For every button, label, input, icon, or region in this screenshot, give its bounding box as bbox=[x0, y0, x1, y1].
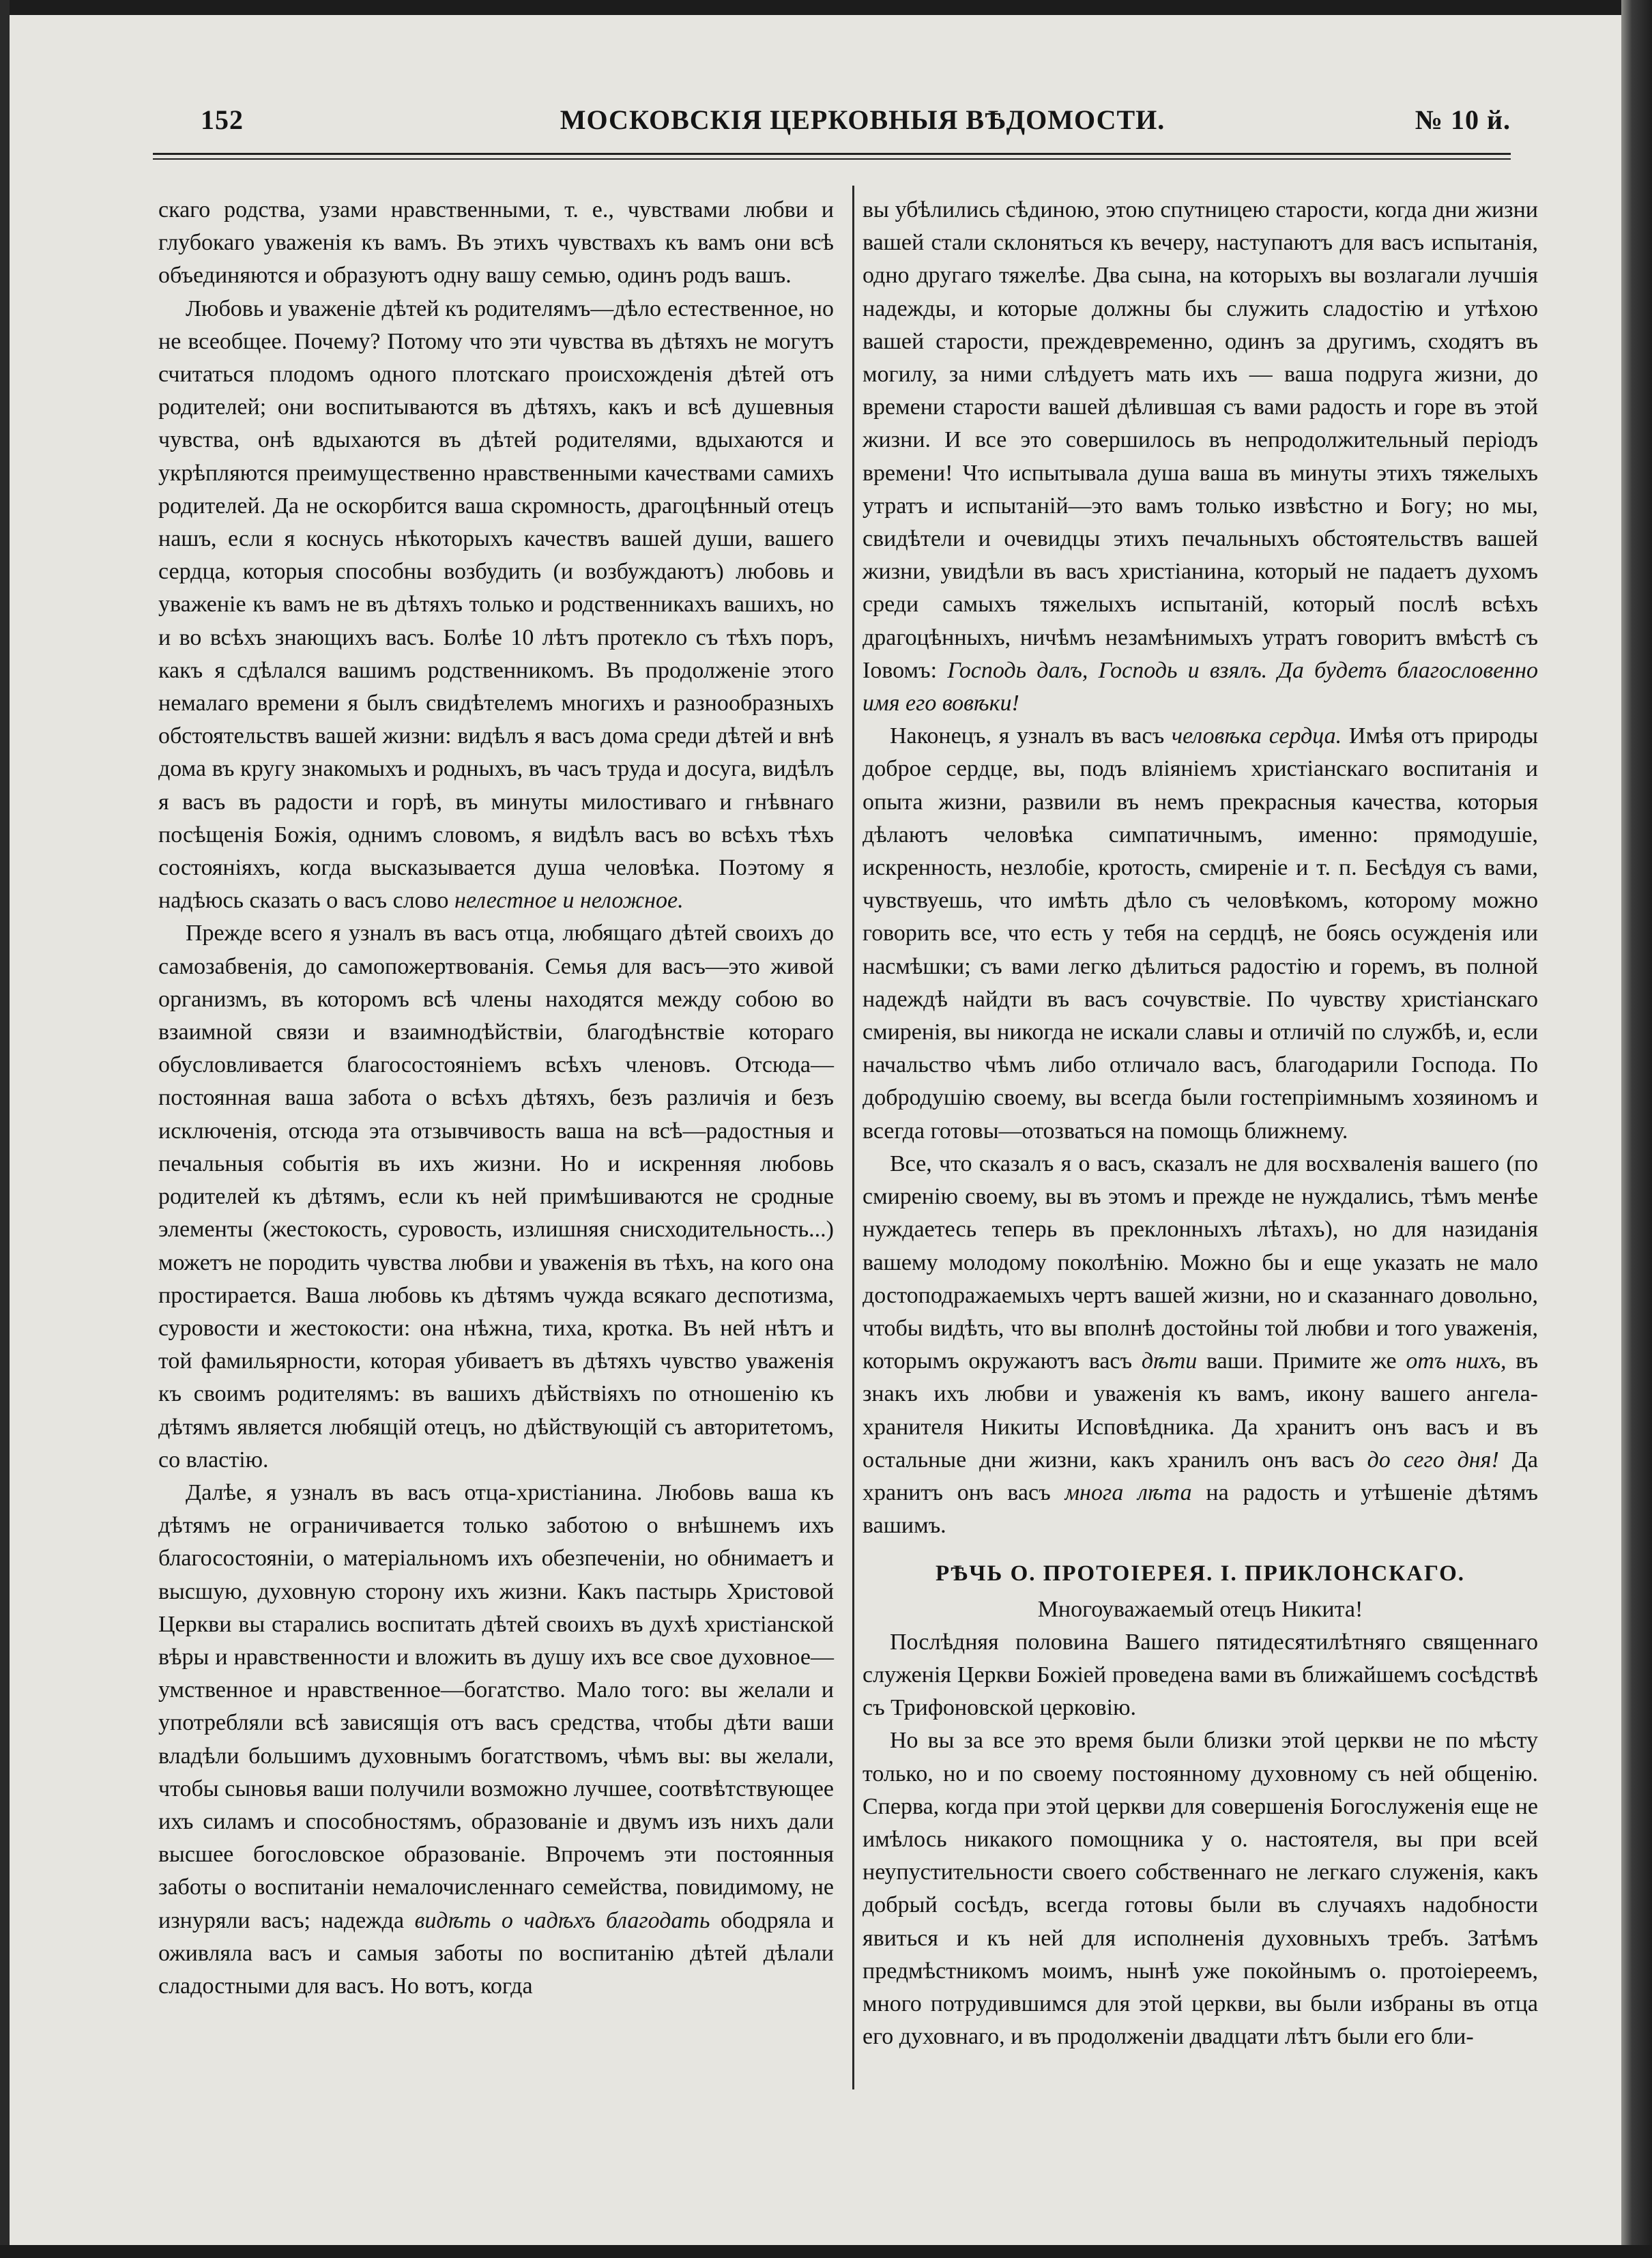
paragraph: Но вы за все это время были близки этой церкви не по мѣсту только, но и по своему постоянному духовному съ ней общенію. Сперва, когда при этой церкви для совершенія Богослуженія еще не имѣлось никакого помощника у о. настоятеля, вы при всей неупустительности своего собственнаго не легкаго служенія, какъ добрый сосѣдъ, всегда готовы были въ случаяхъ надобности явиться и къ ней для исполненія духовныхъ требъ. Затѣмъ предмѣстникомъ моимъ, нынѣ уже покойнымъ о. протоіереемъ, много потрудившимся для этой церкви, вы были избраны въ отца его духовнаго, и въ продолженіи двадцати лѣтъ были его бли- bbox=[863, 1728, 1538, 2050]
publication-title: МОСКОВСКІЯ ЦЕРКОВНЫЯ ВѢДОМОСТИ. bbox=[560, 104, 1165, 135]
paragraph: Наконецъ, я узналъ въ васъ человѣка сердца. Имѣя отъ природы доброе сердце, вы, подъ вліяніемъ христіанскаго воспитанія и опыта жизни, развили въ немъ прекрасныя качества, которыя дѣлаютъ человѣка симпатичнымъ, именно: прямодушіе, искренность, незлобіе, кротость, смиреніе и т. п. Бесѣдуя съ вами, чувствуешь, что имѣть дѣло съ человѣкомъ, которому можно говорить все, что есть у тебя на сердцѣ, не боясь осужденія или насмѣшки; съ вами легко дѣлиться радостію и горемъ, въ полной надеждѣ найдти въ васъ сочувствіе. По чувству христіанскаго смиренія, вы никогда не искали славы и отличій по службѣ, и, если начальство чѣмъ либо отличало васъ, благодарили Господа. По добродушію своему, вы всегда были гостепріимнымъ хозяиномъ и всегда готовы—отозваться на помощь ближнему. bbox=[863, 723, 1539, 1144]
scan-border-top bbox=[0, 0, 1652, 15]
header-rule-thick bbox=[153, 153, 1511, 155]
newspaper-page bbox=[10, 15, 1621, 2245]
column-divider bbox=[852, 186, 854, 2089]
right-column bbox=[863, 194, 1538, 2053]
paragraph: вы убѣлились сѣдиною, этою спутницею старости, когда дни жизни вашей стали склоняться къ вечеру, наступаютъ для васъ испытанія, одно другаго тяжелѣе. Два сына, на которыхъ вы возлагали лучшія надежды, и которые должны бы служить сладостію и утѣхою вашей старости, преждевременно, одинъ за другимъ, сходятъ въ могилу, за ними слѣдуетъ мать ихъ — ваша подруга жизни, до времени старости вашей дѣлившая съ вами радость и горе въ этой жизни. И все это совершилось въ непродолжительный періодъ времени! Что испытывала душа ваша въ минуты этихъ тяжелыхъ утратъ и испытаній—это вамъ только извѣстно и Богу; но мы, свидѣтели и очевидцы этихъ печальныхъ обстоятельствъ вашей жизни, увидѣли въ васъ христіанина, который не падаетъ духомъ среди самыхъ тяжелыхъ испытаній, который послѣ всѣхъ драгоцѣнныхъ, ничѣмъ незамѣнимыхъ утратъ говоритъ вмѣстѣ съ Іовомъ: Господь далъ, Господь и взялъ. Да будетъ благословенно имя его вовѣки! bbox=[863, 197, 1538, 717]
speech-heading: РѢЧЬ О. ПРОТОІЕРЕЯ. І. ПРИКЛОНСКАГО. bbox=[935, 1561, 1466, 1587]
speech-address: Многоуважаемый отецъ Никита! bbox=[1037, 1596, 1363, 1622]
issue-number: № 10 й. bbox=[1415, 104, 1511, 135]
scan-border-right bbox=[1621, 0, 1652, 2258]
emphasis-text: отъ нихъ, bbox=[1406, 1348, 1507, 1374]
paragraph: Любовь и уваженіе дѣтей къ родителямъ—дѣло естественное, но не всеобщее. Почему? Потому что эти чувства въ дѣтяхъ не могутъ считаться плодомъ одного плотскаго происхожденія дѣтей отъ родителей; они воспитываются въ дѣтяхъ, какъ и всѣ душевныя чувства, онѣ вдыхаются въ дѣтей родителями, вдыхаются и укрѣпляются преимущественно нравственными качествами самихъ родителей. Да не оскорбится ваша скромность, драгоцѣнный отецъ нашъ, если я коснусь нѣкоторыхъ качествъ вашей души, вашего сердца, которыя способны возбудить (и возбуждаютъ) любовь и уваженіе къ вамъ не въ дѣтяхъ только и родственникахъ вашихъ, но и во всѣхъ знающихъ васъ. Болѣе 10 лѣтъ протекло съ тѣхъ поръ, какъ я сдѣлался вашимъ родственникомъ. Въ продолженіе этого немалаго времени я былъ свидѣтелемъ многихъ и разнообразныхъ обстоятельствъ вашей жизни: видѣлъ я васъ дома среди дѣтей и внѣ дома въ кругу знакомыхъ и родныхъ, въ часъ труда и досуга, видѣлъ я васъ въ радости и горѣ, въ минуты милостиваго и гнѣвнаго посѣщенія Божія, однимъ словомъ, я видѣлъ васъ во всѣхъ тѣхъ состояніяхъ, когда высказывается душа человѣка. Поэтому я надѣюсь сказать о васъ слово нелестное и неложное. bbox=[158, 295, 834, 914]
paragraph: Далѣе, я узналъ въ васъ отца-христіанина. Любовь ваша къ дѣтямъ не ограничивается только заботою о внѣшнемъ ихъ благосостояніи, о матеріальномъ ихъ обезпеченіи, но обнимаетъ и высшую, духовную сторону ихъ жизни. Какъ пастырь Христовой Церкви вы старались воспитать дѣтей своихъ въ духѣ христіанской вѣры и нравственности и вложить въ душу ихъ все свое духовное—умственное и нравственное—богатство. Мало того: вы желали и употребляли всѣ зависящія отъ васъ средства, чтобы дѣти ваши владѣли большимъ духовнымъ богатствомъ, чѣмъ вы: вы желали, чтобы сыновья ваши получили возможно лучшее, соотвѣтствующее ихъ силамъ и способностямъ, образованіе и двумъ изъ нихъ дали высшее богословское образованіе. Впрочемъ эти постоянныя заботы о воспитаніи немалочисленнаго семейства, повидимому, не изнуряли васъ; надежда видѣть о чадѣхъ благодать ободряла и оживляла васъ и самыя заботы по воспитанію дѣтей дѣлали сладостными для васъ. Но вотъ, когда bbox=[158, 1479, 835, 1999]
page-number: 152 bbox=[201, 104, 244, 135]
scripture-quote: Господь далъ, Господь и взялъ. Да будетъ благословенно имя его вовѣки! bbox=[863, 657, 1538, 717]
page-header bbox=[201, 104, 1524, 145]
emphasis-text: до сего дня! bbox=[1367, 1447, 1499, 1473]
emphasis-text: многа лѣта bbox=[1064, 1479, 1192, 1505]
header-rule-thin bbox=[153, 158, 1511, 160]
emphasis-text: человѣка сердца. bbox=[1171, 723, 1342, 749]
scan-border-left bbox=[0, 0, 10, 2258]
paragraph: Послѣдняя половина Вашего пятидесятилѣтняго священнаго служенія Церкви Божіей проведена вами въ ближайшемъ сосѣдствѣ съ Трифоновской церковію. bbox=[863, 1629, 1538, 1721]
paragraph: Прежде всего я узналъ въ васъ отца, любящаго дѣтей своихъ до самозабвенія, до самопожертвованія. Семья для васъ—это живой организмъ, въ которомъ всѣ члены находятся между собою во взаимной связи и взаимнодѣйствіи, благодѣнствіе котораго обусловливается благосостояніемъ всѣхъ членовъ. Отсюда—постоянная ваша забота о всѣхъ дѣтяхъ, безъ различія и безъ исключенія, отсюда эта отзывчивость ваша на всѣ—радостныя и печальныя событія въ ихъ жизни. Но и искренняя любовь родителей къ дѣтямъ, если къ ней примѣшиваются не сродные элементы (жестокость, суровость, излишняя снисходительность...) можетъ не породить чувства любви и уваженія въ тѣхъ, на кого она простирается. Ваша любовь къ дѣтямъ чужда всякаго деспотизма, суровости и жестокости: она нѣжна, тиха, кротка. Въ ней нѣтъ и той фамильярности, которая убиваетъ въ дѣтяхъ чувство уваженія къ своимъ родителямъ: въ вашихъ дѣйствіяхъ по отношенію къ дѣтямъ является любящій отецъ, но дѣйствующій съ авторитетомъ, со властію. bbox=[158, 921, 834, 1473]
left-column bbox=[158, 194, 834, 2003]
emphasis-text: видѣть о чадѣхъ благодать bbox=[414, 1907, 710, 1933]
emphasis-text: нелестное и неложное. bbox=[454, 888, 684, 914]
scan-border-bottom bbox=[0, 2245, 1652, 2258]
emphasis-text: дѣти bbox=[1141, 1348, 1198, 1374]
paragraph: Все, что сказалъ я о васъ, сказалъ не для восхваленія вашего (по смиренію своему, вы въ этомъ и прежде не нуждались, тѣмъ менѣе нуждаетесь теперь въ преклонныхъ лѣтахъ), но для назиданія вашему молодому поколѣнію. Можно бы и еще указать не мало достоподражаемыхъ чертъ вашей жизни, но и сказаннаго довольно, чтобы видѣть, что вы вполнѣ достойны той любви и того уваженія, которымъ окружаютъ васъ дѣти ваши. Примите же отъ нихъ, въ знакъ ихъ любви и уваженія къ вамъ, икону вашего ангела-хранителя Никиты Исповѣдника. Да хранитъ онъ васъ и въ остальные дни жизни, какъ хранилъ онъ васъ до сего дня! Да хранитъ онъ васъ многа лѣта на радость и утѣшеніе дѣтямъ вашимъ. bbox=[863, 1150, 1539, 1539]
paragraph: скаго родства, узами нравственными, т. е., чувствами любви и глубокаго уваженія къ вамъ. Въ этихъ чувствахъ къ вамъ они всѣ объединяются и образуютъ одну вашу семью, одинъ родъ вашъ. bbox=[158, 197, 834, 289]
